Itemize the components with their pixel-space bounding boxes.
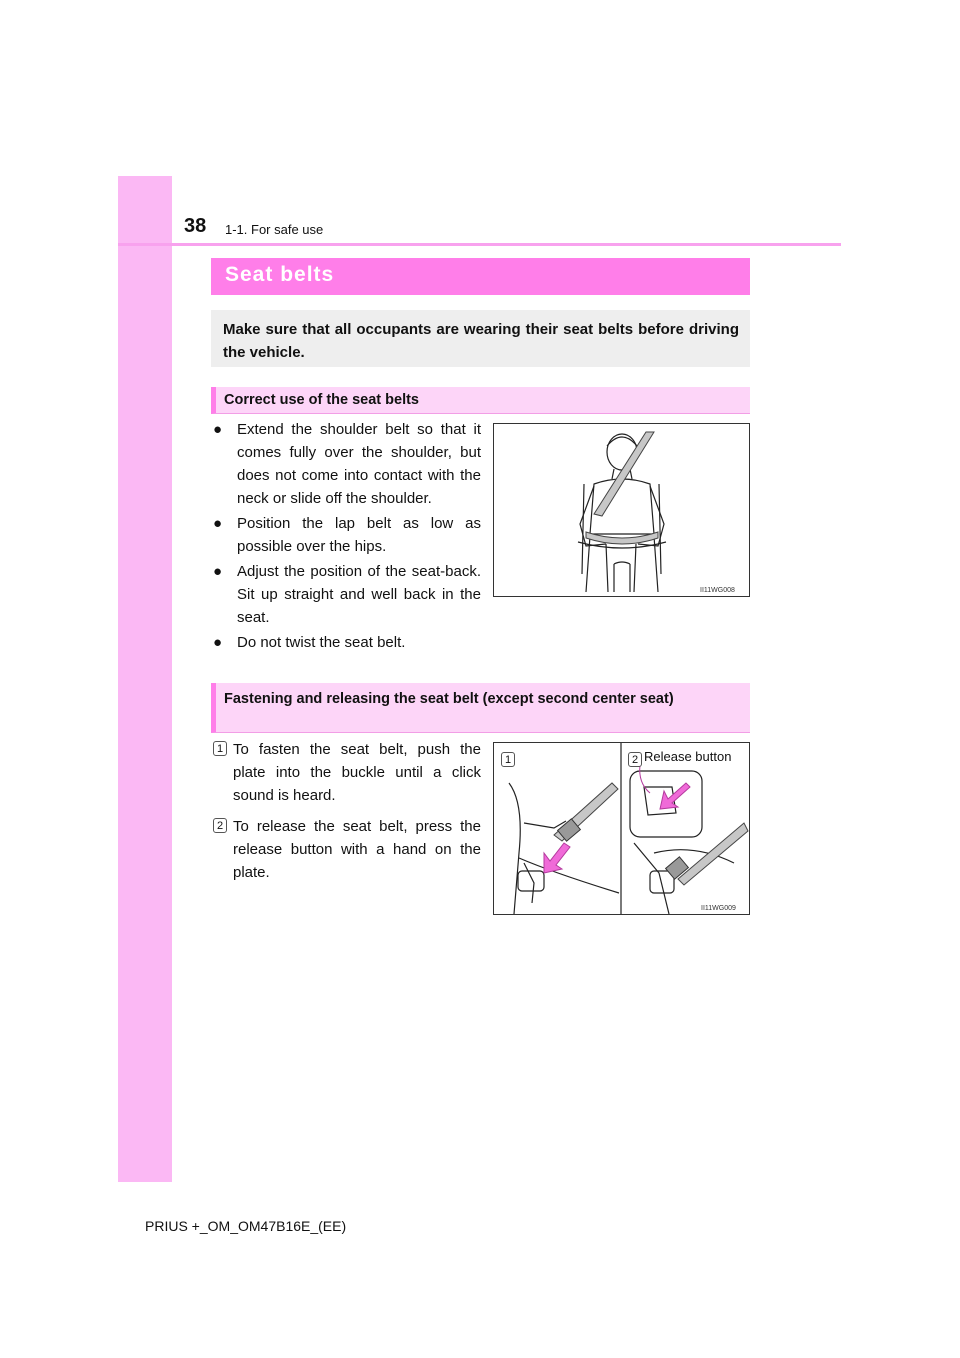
- step-text: To release the seat belt, press the release button with a hand on the plate.: [233, 818, 481, 881]
- page-footer: PRIUS +_OM_OM47B16E_(EE): [145, 1218, 347, 1234]
- subheading-correct-use-text: Correct use of the seat belts: [224, 392, 419, 408]
- bullet-icon: ●: [213, 421, 223, 438]
- list-item: [211, 512, 481, 558]
- figure-seated-occupant: [493, 423, 750, 597]
- step-text: To fasten the seat belt, push the plate into the buckle until a click sound is heard.: [233, 741, 481, 804]
- list-item-text: Extend the shoulder belt so that it comes fully over the shoulder, but does not come into contact with the neck or slide off the shoulder.: [237, 421, 481, 507]
- list-item: [211, 418, 481, 510]
- release-button-label: Release button: [644, 749, 732, 764]
- push-arrow-icon: [544, 843, 570, 873]
- list-item: [211, 560, 481, 629]
- intro-text: Make sure that all occupants are wearing their seat belts before driving the vehicle.: [223, 321, 739, 361]
- list-item-text: Adjust the position of the seat-back. Sit up straight and well back in the seat.: [237, 563, 481, 626]
- page-title: Seat belts: [225, 263, 335, 286]
- figure-number-1: 1: [501, 752, 515, 767]
- seated-occupant-illustration: [494, 424, 749, 596]
- bullet-icon: ●: [213, 515, 223, 532]
- list-item-text: Position the lap belt as low as possible over the hips.: [237, 515, 481, 555]
- list-item: [211, 631, 481, 654]
- step-item: [211, 738, 481, 807]
- figure-number-2: 2: [628, 752, 642, 767]
- step-number: 1: [213, 741, 227, 756]
- subheading-correct-use: [211, 387, 750, 414]
- figure-fasten-release: [493, 742, 750, 915]
- figure-code: II11WG008: [700, 587, 735, 594]
- bullet-icon: ●: [213, 634, 223, 651]
- subheading-fastening: [211, 683, 750, 733]
- intro-box: [211, 310, 750, 367]
- header-rule: [118, 243, 841, 246]
- page-number: 38: [184, 215, 207, 237]
- step-item: [211, 815, 481, 884]
- title-bar: [211, 258, 750, 295]
- section-label: 1-1. For safe use: [225, 222, 324, 237]
- figure-code: II11WG009: [701, 905, 736, 912]
- list-item-text: Do not twist the seat belt.: [237, 634, 406, 651]
- subheading-fastening-text: Fastening and releasing the seat belt (except second center seat): [224, 691, 674, 707]
- fasten-release-illustration: [494, 743, 749, 914]
- fastening-steps: [211, 738, 481, 892]
- step-number: 2: [213, 818, 227, 833]
- correct-use-list: [211, 418, 481, 656]
- bullet-icon: ●: [213, 563, 223, 580]
- page-side-tab: [118, 176, 172, 1182]
